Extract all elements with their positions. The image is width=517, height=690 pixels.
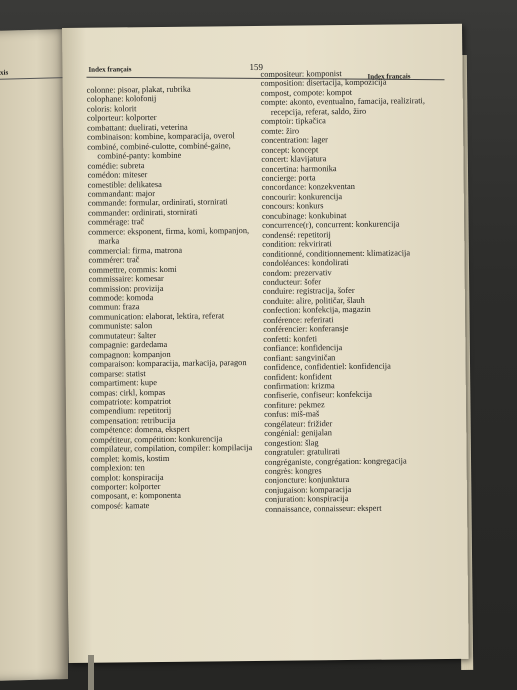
index-entry: confiant: sangviničan [263, 352, 336, 363]
index-entry: concept: koncept [261, 144, 319, 155]
index-entry: conjuration: konspiracija [264, 494, 349, 505]
index-entry: congratuler: gratulirati [264, 447, 341, 458]
index-entry: combattant: duelirati, veterina [87, 122, 188, 133]
index-entry: compost, compote: kompot [260, 87, 353, 98]
index-entry: commérage: trač [87, 217, 145, 228]
index-entry: combinaison: kombine, komparacija, overol [87, 131, 235, 143]
index-entry: compétiteur, compétition: konkurencija [90, 434, 223, 445]
index-entry: conjugaison: komparacija [264, 484, 352, 495]
left-column [87, 84, 267, 511]
index-entry: compas: cirkl, kompas [89, 387, 166, 398]
index-entry: congestion: šlag [264, 438, 319, 448]
index-entry: comparse: statist [89, 368, 146, 379]
index-entry: comédie: subreta [87, 160, 145, 171]
index-entry: commissaire: komesar [88, 274, 164, 284]
index-entry: conduire: registracija, šofer [262, 286, 355, 297]
index-entry: compagnie: gardedama [89, 340, 168, 350]
index-entry: commun: fraza [88, 302, 140, 313]
index-entry: commander: ordinirati, stornirati [87, 207, 198, 218]
index-entry: compatriote: kompatriot [89, 396, 172, 407]
index-entry: concordance: konzekventan [261, 182, 355, 193]
index-entry: conducteur: šofer [262, 277, 322, 287]
index-entry: compétence: domena, ekspert [90, 424, 190, 436]
index-entry: colporteur: kolporter [86, 113, 157, 124]
index-entry: conditionné, conditionnement: klimatizacija [262, 247, 411, 259]
index-entry: condom: prezervativ [262, 267, 332, 278]
index-entry: concours: konkurs [261, 201, 324, 212]
index-entry: compilateur, compilation, compiler: kompilacija [90, 443, 253, 454]
index-entry: confident: konfident [263, 371, 332, 382]
bookmark-ribbon [88, 655, 94, 690]
index-entry: colonne: pisoar, plakat, rubrika [86, 84, 191, 95]
index-entry: concurrence(r), concurrent: konkurencija [262, 219, 400, 231]
index-entry: conduite: alire, političar, šlauh [262, 295, 365, 306]
index-entry: comte: žiro [261, 126, 300, 136]
index-entry: colophane: kolofonij [86, 94, 157, 105]
index-entry: commission: provizija [88, 283, 164, 294]
index-entry: conférencier: konferansje [263, 324, 349, 335]
index-entry: commande: formular, ordinirati, stornirati [87, 197, 228, 209]
running-header-right: Index français [367, 72, 411, 81]
index-entry: confetti: konfeti [263, 334, 318, 344]
index-entry: confus: miš-maš [264, 409, 320, 420]
running-header-left: Index français [88, 65, 132, 74]
index-entry: communication: elaborat, lektira, referat [88, 311, 225, 322]
index-entry: condition: rekvirirati [262, 239, 332, 250]
index-entry: composition: disertacija, kompozicija [260, 78, 387, 89]
index-entry: commode: komoda [88, 293, 154, 303]
index-entry: connaissance, connaisseur: ekspert [265, 503, 382, 514]
index-entry: confirmation: krizma [263, 381, 335, 391]
right-column [260, 68, 440, 514]
index-entry: concierge: porta [261, 173, 316, 183]
index-entry: comptoir: tipkačica [260, 116, 326, 127]
index-entry: complet: komis, kostim [90, 453, 170, 464]
index-entry: confiance: konfidencija [263, 343, 343, 354]
index-entry: concourir: konkurencija [261, 191, 343, 202]
index-entry: commerce: eksponent, firma, komi, kompanjon, marka [88, 225, 250, 246]
index-entry: compartiment: kupe [89, 378, 157, 388]
index-entry: condoléances: kondolirati [262, 258, 349, 268]
index-entry: compendium: repetitorij [89, 406, 172, 417]
left-page-tab: xis [0, 68, 9, 77]
index-entry: concubinage: konkubinat [261, 210, 347, 221]
index-entry: congénial: genijalan [264, 428, 332, 439]
index-entry: condensé: repetitorij [262, 229, 331, 240]
index-entry: congélateur: frižider [264, 418, 333, 429]
index-entry: concert: klavijatura [261, 154, 327, 164]
index-entry: congrès: kongres [264, 466, 322, 476]
index-entry: confiserie, confiseur: konfekcija [263, 390, 373, 401]
index-entry: compositeur: komponist [260, 69, 342, 79]
left-page-rule [0, 77, 64, 80]
index-entry: concentration: lager [261, 135, 328, 146]
index-entry: combiné, combiné-culotte, combiné-gaine, combiné-panty: kombine [87, 140, 231, 161]
index-entry: commutateur: šalter [89, 330, 157, 341]
index-entry: commettre, commis: komi [88, 264, 177, 275]
index-entry: comestible: delikatesa [87, 179, 162, 190]
index-entry: confection: konfekcija, magazin [262, 305, 371, 316]
book-page [62, 24, 469, 663]
index-entry: conjoncture: konjunktura [264, 475, 350, 486]
index-entry: commérer: trač [88, 255, 140, 265]
index-entry: compensation: retribucija [90, 415, 176, 426]
index-entry: commandant: major [87, 189, 156, 199]
index-entry: composé: kamate [90, 501, 150, 511]
index-entry: comédon: miteser [87, 170, 148, 180]
index-entry: complot: konspiracija [90, 472, 164, 483]
index-entry: compagnon: kompanjon [89, 349, 171, 360]
page-number: 159 [249, 61, 263, 73]
index-entry: comporter: kolporter [90, 482, 161, 492]
index-entry: conférence: referirati [263, 314, 334, 325]
index-entry: communiste: salon [89, 321, 153, 332]
index-entry: concertina: harmonika [261, 163, 337, 174]
left-page [0, 29, 68, 681]
index-entry: comparaison: komparacija, markacija, paragon [89, 358, 247, 369]
index-entry: complexion: ten [90, 463, 145, 473]
index-entry: coloris: kolorit [86, 104, 137, 114]
index-entry: commercial: firma, matrona [88, 245, 183, 256]
index-entry: composant, e: komponenta [90, 491, 181, 502]
index-entry: confiture: pekmez [263, 400, 325, 410]
index-entry: compte: akonto, eventualno, famacija, realizirati, recepcija, referat, saldo, žiro [260, 96, 426, 117]
index-entry: congréganiste, congrégation: kongregacija [264, 455, 407, 467]
index-entry: confidence, confidentiel: konfidencija [263, 361, 391, 372]
